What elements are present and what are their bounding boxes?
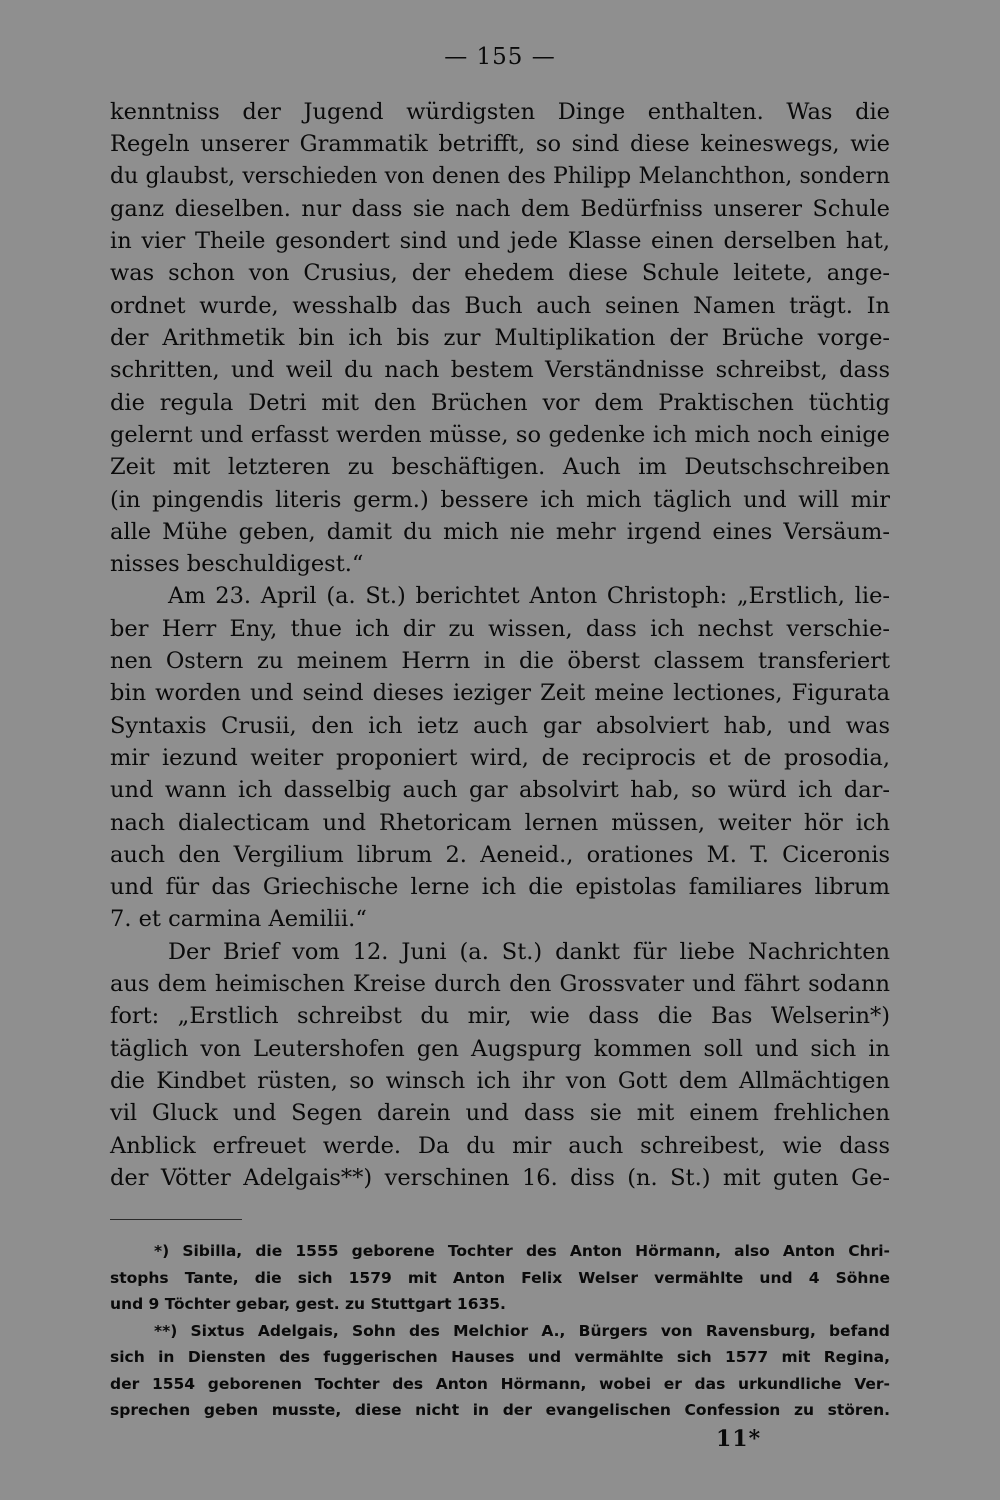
- body-line: bin worden und seind dieses ieziger Zeit meine lectiones, Figurata: [110, 680, 890, 707]
- body-line: alle Mühe geben, damit du mich nie mehr irgend eines Versäum-: [110, 518, 890, 545]
- footnote-line: sich in Diensten des fuggerischen Hauses und vermählte sich 1577 mit Regina,: [110, 1348, 890, 1366]
- body-line: aus dem heimischen Kreise durch den Grossvater und fährt sodann: [110, 971, 890, 998]
- paragraph-start-line: Der Brief vom 12. Juni (a. St.) dankt für liebe Nachrichten: [168, 938, 890, 965]
- body-text: [110, 96, 890, 1194]
- body-line: der Arithmetik bin ich bis zur Multiplikation der Brüche vorge-: [110, 325, 890, 352]
- footnote-line: und 9 Töchter gebar, gest. zu Stuttgart 1635.: [110, 1295, 506, 1313]
- body-line: die regula Detri mit den Brüchen vor dem Praktischen tüchtig: [110, 389, 890, 416]
- body-line: kenntniss der Jugend würdigsten Dinge enthalten. Was die: [110, 99, 890, 125]
- body-line: du glaubst, verschieden von denen des Philipp Melanchthon, sondern: [110, 163, 890, 189]
- body-line: gelernt und erfasst werden müsse, so gedenke ich mich noch einige: [110, 421, 890, 448]
- body-line: ordnet wurde, wesshalb das Buch auch seinen Namen trägt. In: [110, 292, 890, 319]
- body-line: vil Gluck und Segen darein und dass sie mit einem frehlichen: [110, 1100, 890, 1127]
- footnote-line: **) Sixtus Adelgais, Sohn des Melchior A., Bürgers von Ravensburg, befand: [154, 1321, 890, 1340]
- body-line: 7. et carmina Aemilii.“: [110, 906, 367, 933]
- body-line: Regeln unserer Grammatik betrifft, so sind diese keineswegs, wie: [110, 131, 890, 158]
- footnote-divider: [110, 1219, 242, 1220]
- body-line: was schon von Crusius, der ehedem diese Schule leitete, ange-: [110, 260, 890, 287]
- body-line: auch den Vergilium librum 2. Aeneid., orationes M. T. Ciceronis: [110, 841, 890, 868]
- body-line: mir iezund weiter proponiert wird, de reciprocis et de prosodia,: [110, 744, 890, 771]
- body-line: und für das Griechische lerne ich die epistolas familiares librum: [110, 874, 890, 901]
- body-line: (in pingendis literis germ.) bessere ich mich täglich und will mir: [110, 486, 890, 513]
- footnotes: [110, 1238, 890, 1424]
- body-line: der Vötter Adelgais**) verschinen 16. diss (n. St.) mit guten Ge-: [110, 1164, 890, 1191]
- body-line: in vier Theile gesondert sind und jede Klasse einen derselben hat,: [110, 228, 890, 255]
- body-line: ber Herr Eny, thue ich dir zu wissen, dass ich nechst verschie-: [110, 615, 890, 642]
- signature-mark: 11*: [716, 1426, 762, 1452]
- body-line: schritten, und weil du nach bestem Verständnisse schreibst, dass: [110, 357, 890, 384]
- footnote-line: *) Sibilla, die 1555 geborene Tochter des Anton Hörmann, also Anton Chri-: [154, 1242, 890, 1260]
- paragraph-start-line: Am 23. April (a. St.) berichtet Anton Christoph: „Erstlich, lie-: [168, 583, 890, 610]
- body-line: nach dialecticam und Rhetoricam lernen müssen, weiter hör ich: [110, 809, 890, 836]
- body-line: nen Ostern zu meinem Herrn in die öberst classem transferiert: [110, 648, 890, 675]
- body-line: fort: „Erstlich schreibst du mir, wie dass die Bas Welserin*): [110, 1003, 890, 1030]
- body-line: täglich von Leutershofen gen Augspurg kommen soll und sich in: [110, 1035, 890, 1062]
- body-line: Zeit mit letzteren zu beschäftigen. Auch im Deutschschreiben: [110, 454, 890, 481]
- page-number: — 155 —: [444, 44, 556, 70]
- body-line: nisses beschuldigest.“: [110, 551, 364, 578]
- body-line: und wann ich dasselbig auch gar absolvirt hab, so würd ich dar-: [110, 777, 890, 804]
- footnote-line: stophs Tante, die sich 1579 mit Anton Felix Welser vermählte und 4 Söhne: [110, 1268, 890, 1287]
- body-line: Syntaxis Crusii, den ich ietz auch gar absolviert hab, und was: [110, 712, 890, 739]
- footnote-line: der 1554 geborenen Tochter des Anton Hörmann, wobei er das urkundliche Ver-: [110, 1374, 890, 1393]
- body-line: die Kindbet rüsten, so winsch ich ihr von Gott dem Allmächtigen: [110, 1067, 890, 1094]
- footnote-line: sprechen geben musste, diese nicht in der evangelischen Confession zu stören.: [110, 1401, 890, 1419]
- body-line: Anblick erfreuet werde. Da du mir auch schreibest, wie dass: [110, 1132, 890, 1159]
- body-line: ganz dieselben. nur dass sie nach dem Bedürfniss unserer Schule: [110, 195, 890, 222]
